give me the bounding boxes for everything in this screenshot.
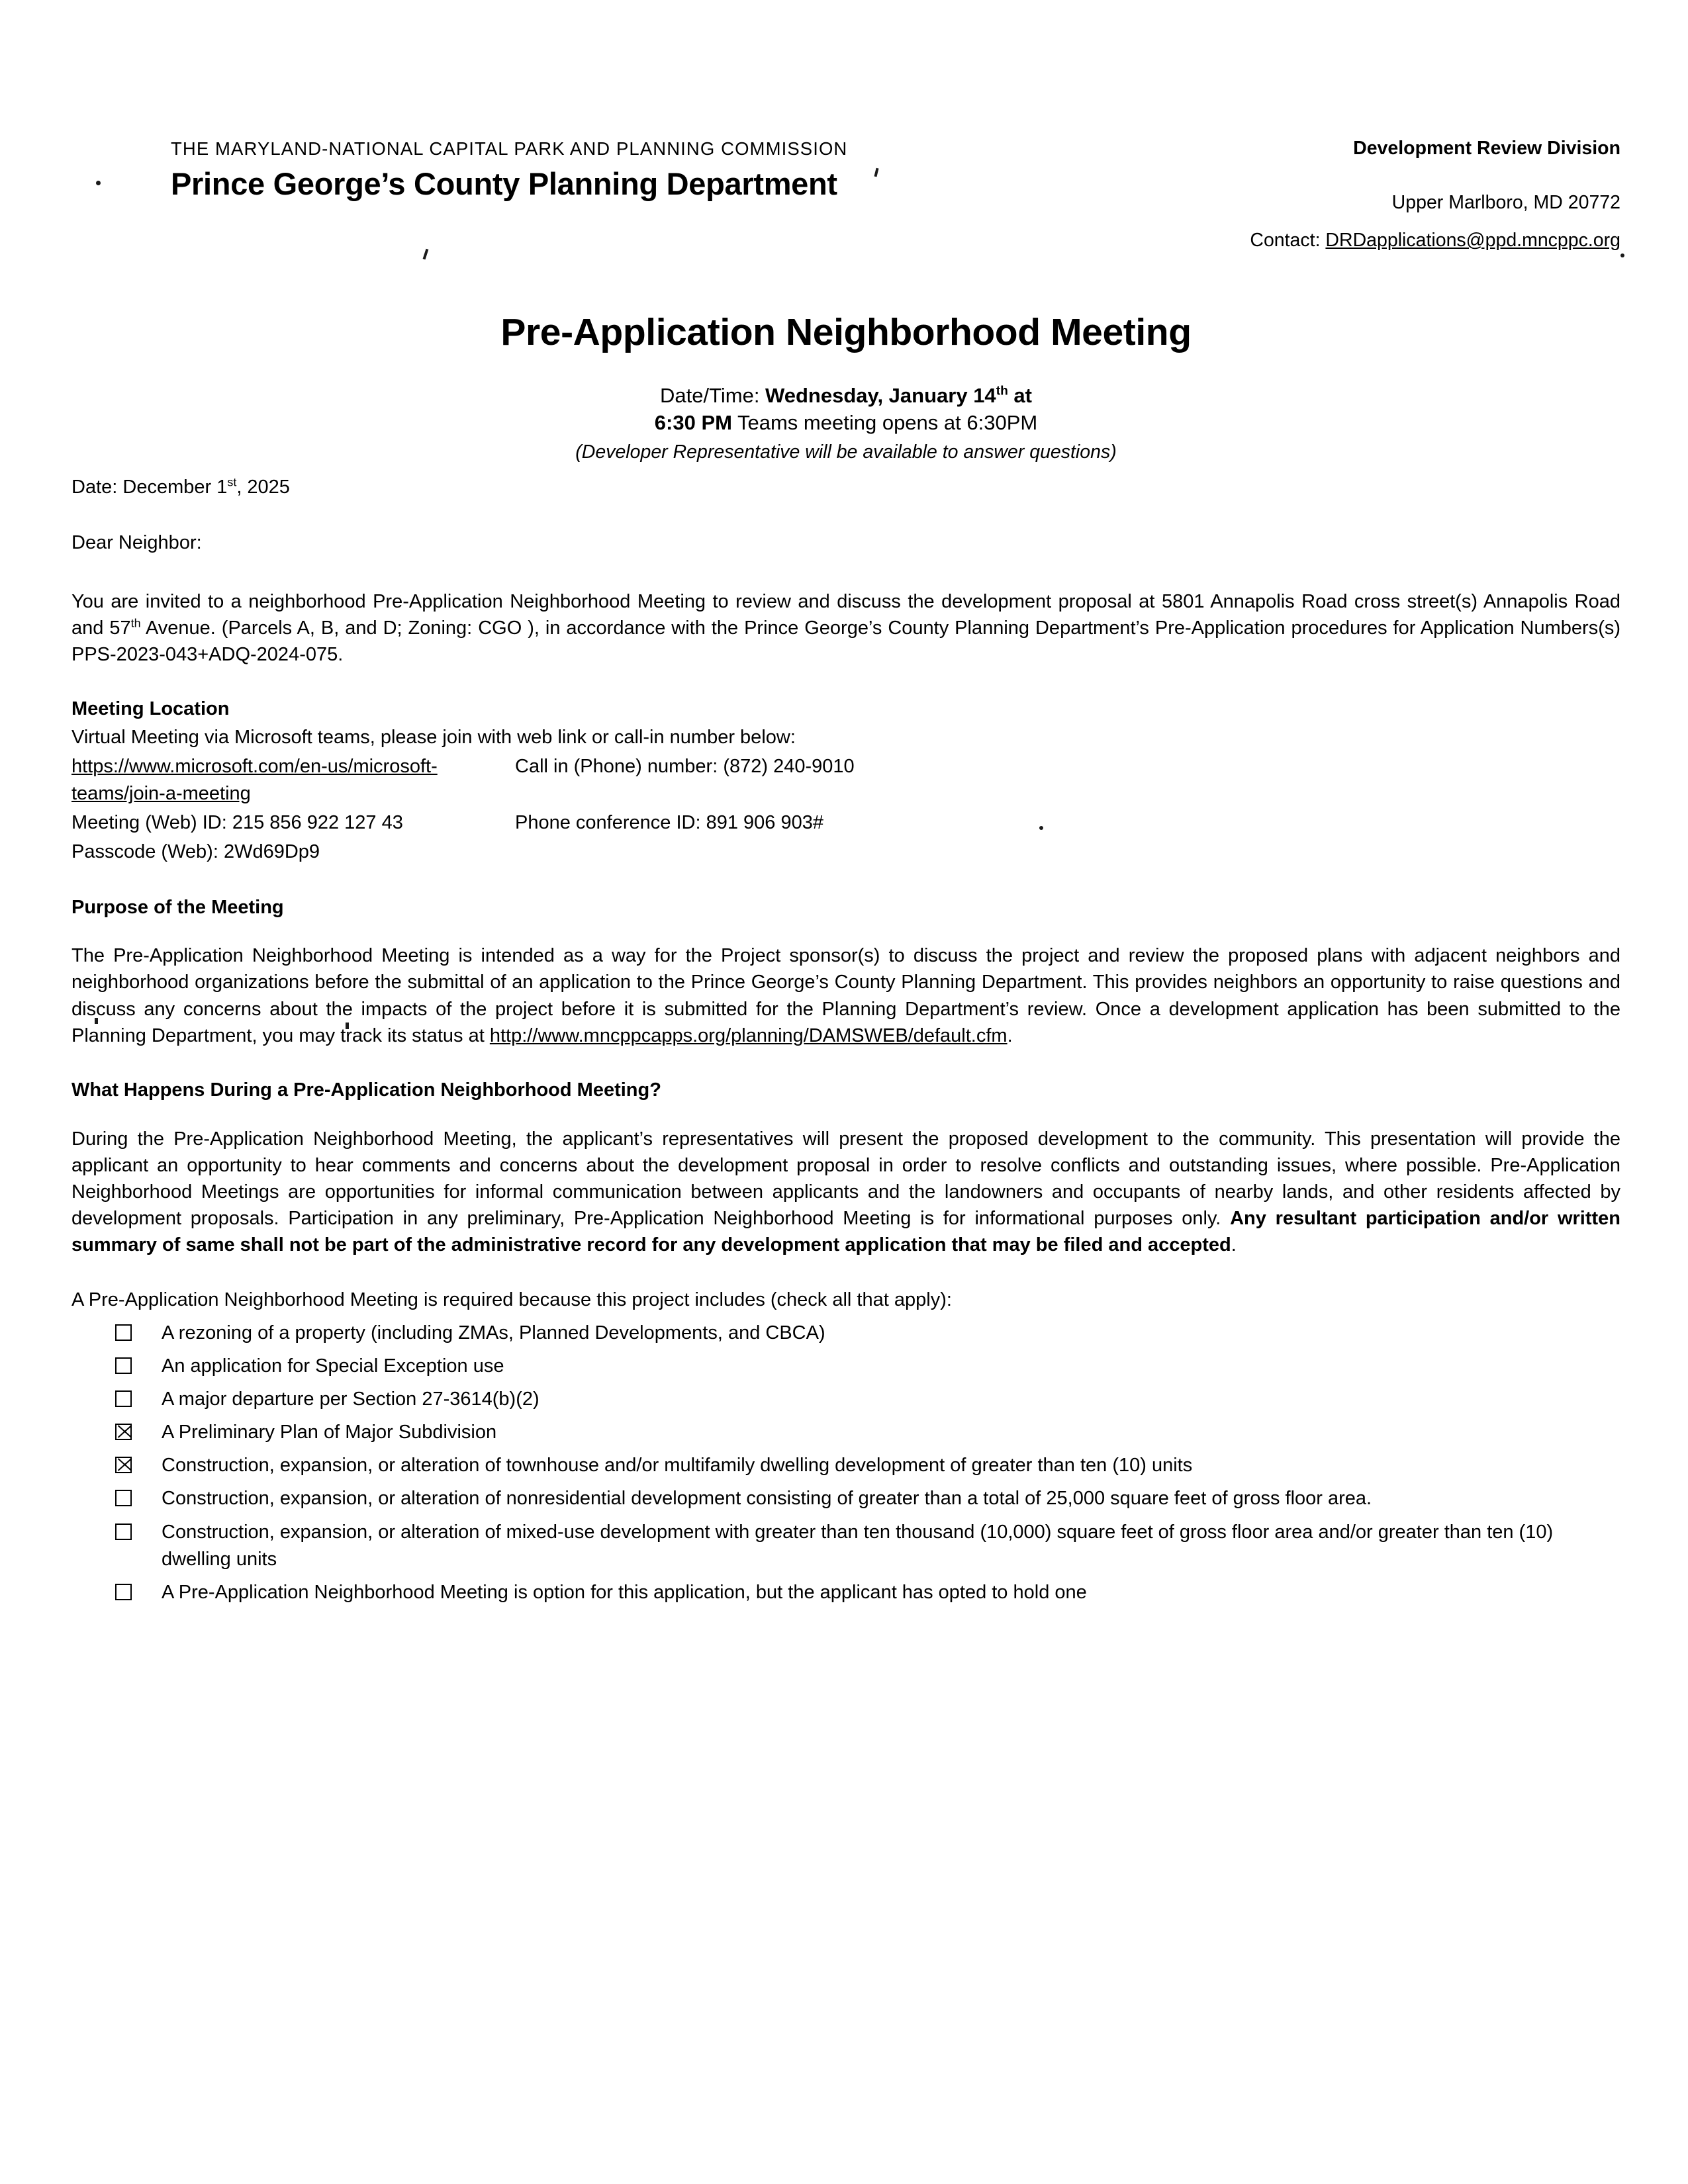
checklist-item[interactable]	[71, 1519, 1620, 1573]
checklist-item[interactable]	[71, 1320, 1620, 1347]
what-happens-paragraph	[71, 1126, 1620, 1259]
checklist-item-label: A rezoning of a property (including ZMAs, Planned Developments, and CBCA)	[162, 1322, 825, 1343]
checklist-intro: A Pre-Application Neighborhood Meeting is required because this project includes (check all that apply):	[71, 1289, 952, 1311]
meeting-location-heading: Meeting Location	[71, 698, 230, 720]
checklist-item[interactable]	[71, 1452, 1620, 1479]
salutation: Dear Neighbor:	[71, 531, 202, 553]
meeting-join-row-2	[71, 809, 1620, 837]
letterhead-right	[972, 139, 1620, 250]
checklist-item-label: Construction, expansion, or alteration of mixed-use development with greater than ten thousand (10,000) square feet of gross floor area and/or greater than ten (10) dwelling units	[162, 1521, 1554, 1570]
what-happens-text: During the Pre-Application Neighborhood Meeting, the applicant’s representatives will present the proposed development to the community. This presentation will provide the applicant an opportunity to hear comments and concerns about the development proposal in order to resolve conflicts and outstanding issues, where possible. Pre-Application Neighborhood Meetings are opportunities for informal communication between applicants and the landowners and occupants of nearby lands, and other residents affected by development proposals. Participation in any preliminary, Pre-Application Neighborhood Meeting is for informational purposes only.	[71, 1128, 1620, 1230]
checkbox-checked-icon[interactable]	[115, 1457, 132, 1473]
datetime-label: Date/Time:	[659, 384, 766, 408]
meeting-datetime-line	[71, 383, 1620, 410]
meeting-join-row-1	[71, 753, 1620, 807]
meeting-time: 6:30 PM	[654, 411, 732, 435]
checklist-item-label: A Preliminary Plan of Major Subdivision	[162, 1422, 497, 1443]
teams-join-link[interactable]: https://www.microsoft.com/en-us/microsoft-teams/join-a-meeting	[71, 755, 438, 805]
intro-ordinal: th	[130, 616, 141, 630]
damsweb-tracking-link[interactable]: http://www.mncppcapps.org/planning/DAMSWEB/default.cfm	[489, 1024, 1008, 1046]
agency-name: THE MARYLAND-NATIONAL CAPITAL PARK AND PLANNING COMMISSION	[171, 138, 848, 159]
meeting-day-ordinal: th	[996, 385, 1008, 399]
checklist-item[interactable]	[71, 1485, 1620, 1512]
letter-date-prefix: Date: December 1	[71, 476, 228, 498]
checklist-item[interactable]	[71, 1579, 1620, 1606]
checkbox-checked-icon[interactable]	[115, 1424, 132, 1440]
checklist-item-label: An application for Special Exception use	[162, 1355, 504, 1377]
purpose-text-tail: .	[1007, 1024, 1013, 1046]
phone-conference-id: Phone conference ID: 891 906 903#	[515, 812, 823, 834]
checklist-item-label: A Pre-Application Neighborhood Meeting is option for this application, but the applicant has opted to hold one	[162, 1581, 1087, 1603]
meeting-day-tail: at	[1008, 384, 1032, 408]
checkbox-unchecked-icon[interactable]	[115, 1584, 132, 1600]
checkbox-unchecked-icon[interactable]	[115, 1324, 132, 1341]
intro-paragraph	[71, 588, 1620, 668]
department-name: Prince George’s County Planning Department	[171, 166, 837, 202]
contact-email-link[interactable]: DRDapplications@ppd.mncppc.org	[1325, 230, 1620, 251]
checkbox-unchecked-icon[interactable]	[115, 1390, 132, 1407]
meeting-time-note: Teams meeting opens at 6:30PM	[731, 411, 1038, 435]
contact-line	[972, 231, 1620, 250]
checkbox-unchecked-icon[interactable]	[115, 1524, 132, 1540]
meeting-passcode: Passcode (Web): 2Wd69Dp9	[71, 841, 320, 863]
checklist-item[interactable]	[71, 1353, 1620, 1380]
page-title: Pre-Application Neighborhood Meeting	[500, 311, 1192, 353]
contact-label: Contact:	[1250, 230, 1326, 251]
developer-rep-note: (Developer Representative will be available to answer questions)	[575, 441, 1117, 463]
requirement-checklist	[71, 1320, 1620, 1607]
document-content	[71, 0, 1620, 1606]
address-city-state-zip: Upper Marlboro, MD 20772	[1391, 191, 1620, 213]
purpose-text: The Pre-Application Neighborhood Meeting is intended as a way for the Project sponsor(s) to discuss the project and review the proposed plans with adjacent neighbors and neighborhood organizations before the submittal of an application to the Prince George’s County Planning Department. This provides neighbors an opportunity to raise questions and discuss any concerns about the impacts of the project before it is submitted for the Planning Department’s review. Once a development application has been submitted to the Planning Department, you may track its status at	[71, 945, 1620, 1046]
checklist-item[interactable]	[71, 1419, 1620, 1446]
call-in-number: Call in (Phone) number: (872) 240-9010	[515, 755, 855, 777]
letter-date	[71, 476, 1620, 499]
what-happens-heading: What Happens During a Pre-Application Neighborhood Meeting?	[71, 1079, 661, 1101]
what-happens-emphasis: Any resultant participation and/or written summary of same shall not be part of the administrative record for any development application that may be filed and accepted	[71, 1208, 1621, 1256]
letterhead	[71, 139, 1620, 298]
checklist-item-label: Construction, expansion, or alteration of townhouse and/or multifamily dwelling development of greater than ten (10) units	[162, 1455, 1193, 1477]
purpose-paragraph	[71, 942, 1620, 1049]
meeting-location-intro: Virtual Meeting via Microsoft teams, please join with web link or call-in number below:	[71, 726, 796, 748]
letter-date-ordinal: st	[227, 475, 237, 489]
letter-date-suffix: , 2025	[236, 476, 290, 498]
intro-part-1: You are invited to a neighborhood Pre-Application Neighborhood Meeting to review and discuss the development proposal at 5801 Annapolis Road cross street(s) Annapolis Road and 57	[71, 590, 1620, 639]
checklist-item[interactable]	[71, 1386, 1620, 1413]
checklist-item-label: A major departure per Section 27-3614(b)(2)	[162, 1388, 539, 1410]
what-happens-tail: .	[1231, 1234, 1237, 1256]
scan-speckle	[1620, 253, 1624, 257]
purpose-heading: Purpose of the Meeting	[71, 896, 284, 918]
checklist-item-label: Construction, expansion, or alteration of nonresidential development consisting of greater than a total of 25,000 square feet of gross floor area.	[162, 1488, 1372, 1510]
meeting-datetime-block	[71, 383, 1620, 465]
letterhead-left	[171, 139, 1045, 204]
checkbox-unchecked-icon[interactable]	[115, 1490, 132, 1506]
checkbox-unchecked-icon[interactable]	[115, 1357, 132, 1374]
intro-part-2: Avenue. (Parcels A, B, and D; Zoning: CGO ), in accordance with the Prince George’s County Planning Department’s Pre-Application procedures for Application Numbers(s) PPS-2023-043+ADQ-2024-075.	[71, 617, 1621, 665]
meeting-web-id: Meeting (Web) ID: 215 856 922 127 43	[71, 812, 403, 834]
meeting-day: Wednesday, January 14	[765, 384, 996, 408]
meeting-time-line	[71, 410, 1620, 437]
division-name: Development Review Division	[1353, 138, 1620, 159]
